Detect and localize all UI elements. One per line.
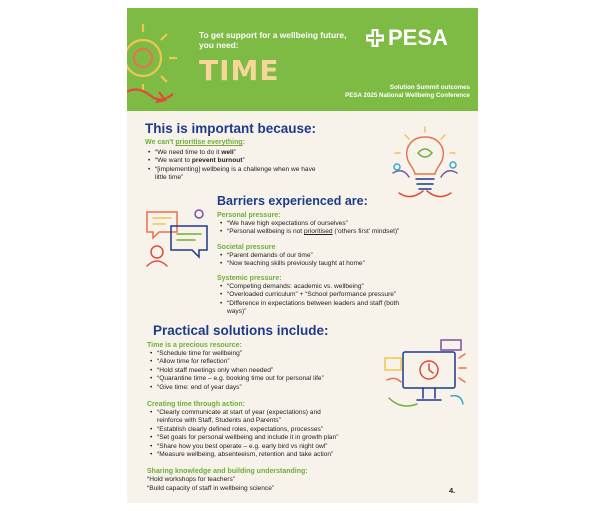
societal-pressure-title: Societal pressure bbox=[217, 244, 276, 251]
list-item: • “Share how you best operate – e.g. early bird vs night owl” bbox=[149, 443, 419, 451]
list-item: • “Measure wellbeing, absenteeism, retention and take action” bbox=[149, 451, 419, 459]
item-underlined: prioritised bbox=[303, 228, 333, 236]
header-intro: To get support for a wellbeing future, you need: bbox=[199, 30, 347, 50]
page-number: 4. bbox=[449, 486, 456, 495]
logo-text: PESA bbox=[388, 25, 448, 50]
list-item: • “Competing demands: academic vs. wellbeing” bbox=[219, 283, 475, 291]
item-text: “We want to bbox=[155, 157, 192, 165]
document-page bbox=[127, 8, 478, 503]
personal-pressure-list bbox=[219, 220, 469, 237]
sharing-knowledge-title: Sharing knowledge and building understanding: bbox=[147, 468, 308, 475]
sharing-line-2: “Build capacity of staff in wellbeing science” bbox=[147, 485, 275, 492]
list-item: • “Allow time for reflection” bbox=[149, 358, 379, 366]
speech-bubbles-icon bbox=[141, 204, 213, 268]
important-subheading bbox=[145, 139, 245, 146]
list-item bbox=[147, 166, 387, 183]
item-text: ” bbox=[233, 149, 236, 156]
systemic-pressure-list bbox=[219, 283, 475, 317]
outcomes-line-2: PESA 2025 National Wellbeing Conference bbox=[345, 92, 470, 99]
list-item bbox=[147, 157, 387, 165]
important-list bbox=[147, 149, 387, 183]
item-text: reinforce with Staff, Students and Parents” bbox=[157, 417, 281, 425]
item-text: little time” bbox=[155, 174, 184, 182]
item-bold: prevent burnout bbox=[191, 157, 243, 165]
precious-resource-title: Time is a precious resource: bbox=[147, 342, 242, 349]
list-item: • “Parent demands of our time” bbox=[219, 252, 469, 260]
sharing-line-1: “Hold workshops for teachers” bbox=[147, 476, 235, 483]
item-text: “Personal wellbeing is not bbox=[227, 228, 304, 236]
item-bold: well bbox=[221, 149, 234, 156]
barriers-heading: Barriers experienced are: bbox=[217, 194, 368, 208]
solutions-heading: Practical solutions include: bbox=[153, 323, 329, 338]
societal-pressure-list bbox=[219, 252, 469, 269]
list-item: • “Hold staff meetings only when needed” bbox=[149, 367, 379, 375]
list-item: • “Set goals for personal wellbeing and include it in growth plan” bbox=[149, 434, 419, 442]
list-item bbox=[219, 300, 475, 317]
header-title: TIME bbox=[199, 54, 280, 87]
page-header bbox=[127, 8, 478, 111]
item-text: (‘others first’ mindset)” bbox=[332, 228, 400, 236]
list-item bbox=[147, 149, 387, 157]
gear-icon bbox=[127, 12, 195, 112]
list-item bbox=[219, 228, 469, 236]
item-text: ways)” bbox=[227, 308, 247, 316]
creating-time-title: Creating time through action: bbox=[147, 401, 245, 408]
list-item: • “Now teaching skills previously taught at home” bbox=[219, 260, 469, 268]
computer-monitor-icon bbox=[381, 338, 469, 416]
list-item: • “Schedule time for wellbeing” bbox=[149, 350, 379, 358]
item-text: “Clearly communicate at start of year (expectations) and bbox=[157, 409, 321, 416]
creating-time-list bbox=[149, 409, 419, 459]
important-heading: This is important because: bbox=[145, 121, 317, 136]
precious-resource-list bbox=[149, 350, 379, 392]
item-text: “We need time to do it bbox=[155, 149, 222, 156]
item-text: “[implementing] wellbeing is a challenge when we have bbox=[155, 165, 316, 173]
sub-underlined: prioritise everything bbox=[175, 139, 243, 146]
item-text: “Difference in expectations between leaders and staff (both bbox=[227, 299, 400, 307]
list-item: • “We have high expectations of ourselves” bbox=[219, 220, 469, 228]
list-item: • “Quarantine time – e.g. booking time out for personal life” bbox=[149, 375, 379, 383]
pesa-cross-icon bbox=[365, 28, 385, 48]
outcomes-line-1: Solution Summit outcomes bbox=[389, 84, 470, 91]
list-item: • “Give time: end of year days” bbox=[149, 384, 379, 392]
sub-suffix: : bbox=[242, 139, 245, 146]
list-item bbox=[149, 409, 419, 426]
sub-prefix: We can't bbox=[145, 139, 176, 146]
item-text: ” bbox=[242, 157, 245, 165]
systemic-pressure-title: Systemic pressure: bbox=[217, 275, 282, 282]
list-item: • “Establish clearly defined roles, expectations, processes” bbox=[149, 426, 419, 434]
pesa-logo bbox=[365, 25, 448, 51]
header-outcomes bbox=[345, 84, 470, 100]
lightbulb-icon bbox=[385, 123, 465, 205]
list-item: • “Overloaded curriculum” + “School performance pressure” bbox=[219, 291, 475, 299]
personal-pressure-title: Personal pressure: bbox=[217, 212, 281, 219]
